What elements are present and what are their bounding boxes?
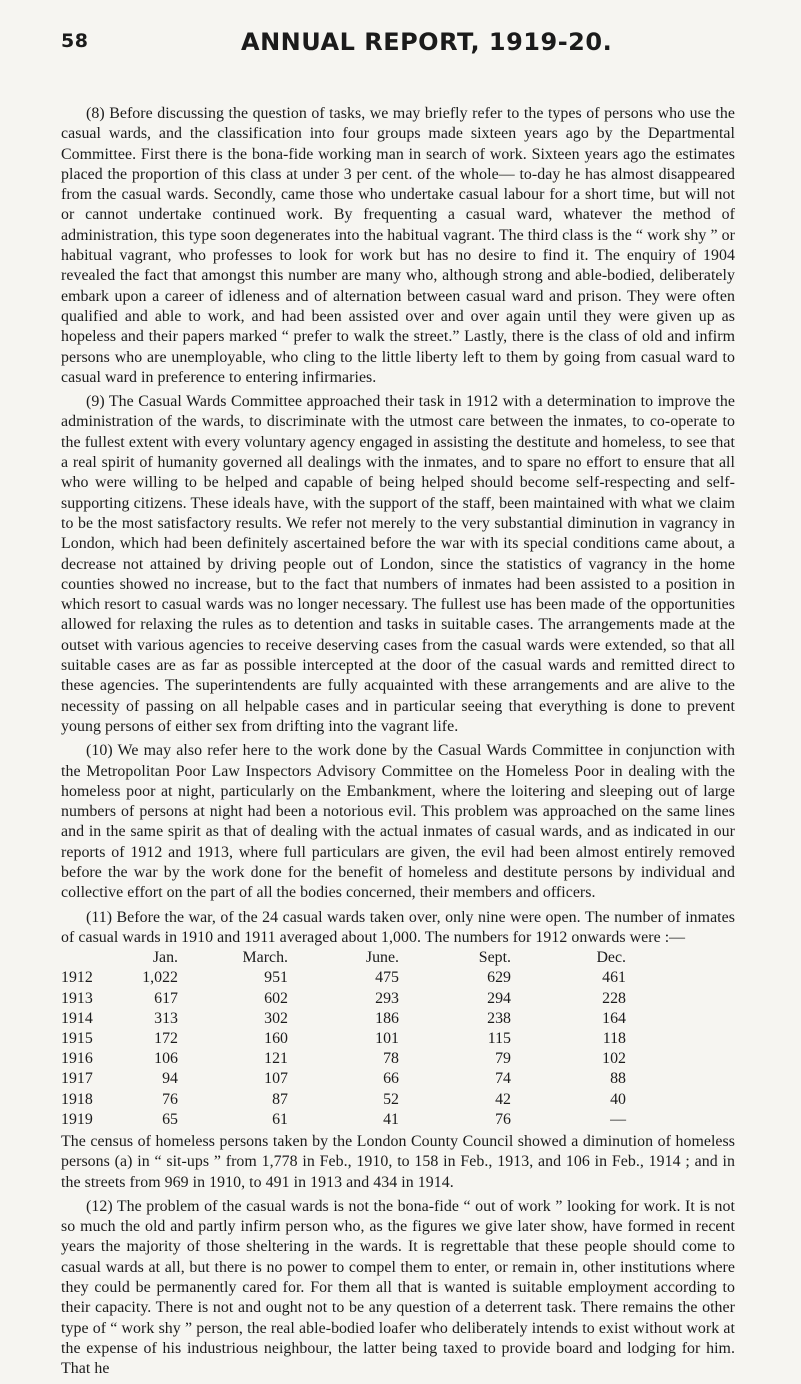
table-cell-value: 293 [375, 989, 399, 1007]
table-cell-value: 87 [272, 1090, 288, 1108]
table-cell-value: 74 [495, 1070, 511, 1088]
paragraph-8: (8) Before discussing the question of tasks, we may briefly refer to the types of persons who use the casual wards, and the classification into four groups made sixteen years ago by the Departmental Committee. First there is the bona-fide working man in search of work. Sixteen years ago the estimates placed the proportion of this class at under 3 per cent. of the whole— to-day he has almost disappeared from the casual wards. Secondly, came those who undertake casual labour for a short time, but will not or cannot undertake continued work. By frequenting a casual ward, whatever the method of administration, this type soon degenerates into the habitual vagrant. The third class is the “ work shy ” or habitual vagrant, who professes to look for work but has no desire to find it. The enquiry of 1904 revealed the fact that amongst this number are many who, although strong and able-bodied, deliberately embark upon a career of idleness and of alternation between casual ward and prison. They were often qualified and able to work, and had been assisted over and over again until they were given up as hopeless and their papers marked “ prefer to walk the street.” Lastly, there is the class of old and infirm persons who are unemployable, who cling to the little liberty left to them by going from casual ward to casual ward in preference to entering infirmaries. [61, 105, 735, 386]
table-cell-value: 617 [154, 989, 178, 1007]
table-cell-value: 94 [162, 1070, 178, 1088]
table-cell-value: 629 [487, 969, 511, 987]
paragraph-9: (9) The Casual Wards Committee approached their task in 1912 with a determination to improve the administration of the wards, to discriminate with the utmost care between the inmates, to co-operate to the fullest extent with every voluntary agency engaged in assisting the destitute and homeless, to see that a real spirit of humanity governed all dealings with the inmates, and to spare no effort to ensure that all who were willing to be helped and capable of being helped should become self-respecting and self-supporting citizens. These ideals have, with the support of the staff, been maintained with what we claim to be the most satisfactory results. We refer not merely to the very substantial diminution in vagrancy in London, which had been definitely ascertained before the war with its special conditions came about, a decrease not attained by driving people out of London, since the statistics of vagrancy in the home counties showed no increase, but to the fact that numbers of inmates had been assisted to a position in which resort to casual wards was no longer necessary. The fullest use has been made of the opportunities allowed for relaxing the rules as to detention and tasks in suitable cases. The arrangements made at the outset with various agencies to receive deserving cases from the casual wards were extended, so that all suitable cases are as far as possible intercepted at the door of the casual wards and remitted direct to these agencies. The superintendents are fully acquainted with these arrangements and are alive to the necessity of passing on all helpable cases and in particular seeing that everything is done to prevent young persons of either sex from drifting into the vagrant life. [61, 393, 735, 735]
table-cell-value: 118 [602, 1029, 626, 1047]
table-cell-year: 1919 [61, 1110, 93, 1128]
table-cell-value: 76 [162, 1090, 178, 1108]
table-body [61, 968, 626, 1130]
table-cell-value: 88 [610, 1070, 626, 1088]
page-number: 58 [61, 30, 89, 52]
table-cell-value: 302 [264, 1009, 288, 1027]
table-row [61, 1029, 626, 1049]
table-cell-value: 164 [602, 1009, 626, 1027]
table-cell-value: 294 [487, 989, 511, 1007]
table-cell-value: 40 [610, 1090, 626, 1108]
table-cell-value: 65 [162, 1110, 178, 1128]
table-cell-value: 160 [264, 1029, 288, 1047]
table-cell-value: 172 [154, 1029, 178, 1047]
table-row [61, 1009, 626, 1029]
table-cell-value: 78 [383, 1050, 399, 1068]
table-row [61, 968, 626, 988]
table-cell-year: 1913 [61, 989, 93, 1007]
table-cell-value: 41 [383, 1110, 399, 1128]
table-cell-value: 76 [495, 1110, 511, 1128]
inmates-table [61, 948, 626, 1130]
table-header-dec: Dec. [596, 949, 626, 967]
table-header-sept: Sept. [478, 949, 511, 967]
table-cell-year: 1912 [61, 969, 93, 987]
table-row [61, 1090, 626, 1110]
table-cell-value: 102 [602, 1050, 626, 1068]
table-header-march: March. [242, 949, 288, 967]
table-cell-value: 228 [602, 989, 626, 1007]
paragraph-11: (11) Before the war, of the 24 casual wards taken over, only nine were open. The number of inmates of casual wards in 1910 and 1911 averaged about 1,000. The numbers for 1912 onwards were :— [61, 908, 735, 946]
table-cell-value: 66 [383, 1070, 399, 1088]
report-page [61, 28, 735, 1384]
table-cell-value: — [610, 1110, 626, 1128]
table-cell-value: 461 [602, 969, 626, 987]
table-row [61, 1110, 626, 1130]
paragraph-10: (10) We may also refer here to the work done by the Casual Wards Committee in conjunction with the Metropolitan Poor Law Inspectors Advisory Committee on the Homeless Poor in dealing with the homeless poor at night, particularly on the Embankment, where the loitering and sleeping out of large numbers of persons at night had been a notorious evil. This problem was approached on the same lines and in the same spirit as that of dealing with the actual inmates of casual wards, and as indicated in our reports of 1912 and 1913, where full particulars are given, the evil had been almost entirely removed before the war by the work done for the benefit of homeless and destitute persons by individual and collective effort on the part of all the bodies concerned, their members and officers. [61, 742, 735, 902]
table-cell-value: 313 [154, 1009, 178, 1027]
table-row [61, 1069, 626, 1089]
table-cell-year: 1918 [61, 1090, 93, 1108]
table-header-row [61, 948, 626, 968]
table-row [61, 1049, 626, 1069]
table-cell-value: 52 [383, 1090, 399, 1108]
table-header-june: June. [365, 949, 399, 967]
census-paragraph: The census of homeless persons taken by the London County Council showed a diminution of homeless persons (a) in “ sit-ups ” from 1,778 in Feb., 1910, to 158 in Feb., 1913, and 106 in Feb., 1914 ; and in the streets from 969 in 1910, to 491 in 1913 and 434 in 1914. [61, 1133, 735, 1191]
table-header-year [61, 948, 116, 968]
table-row [61, 989, 626, 1009]
table-cell-value: 602 [264, 989, 288, 1007]
table-cell-value: 1,022 [142, 969, 178, 987]
table-cell-value: 42 [495, 1090, 511, 1108]
paragraph-12: (12) The problem of the casual wards is not the bona-fide “ out of work ” looking for work. It is not so much the old and partly infirm person who, as the figures we give later show, have formed in recent years the majority of those sheltering in the wards. It is regrettable that these people should come to casual wards at all, but there is no power to compel them to enter, or remain in, other institutions where they could be permanently cared for. For them all that is wanted is suitable employment according to their capacity. There is not and ought not to be any question of a deterrent task. There remains the other type of “ work shy ” person, the real able-bodied loafer who deliberately intends to exist without work at the expense of his industrious neighbour, the latter being taxed to provide board and lodging for him. That he [61, 1197, 735, 1378]
running-title: ANNUAL REPORT, 1919-20. [241, 28, 613, 56]
table-cell-value: 115 [487, 1029, 511, 1047]
table-cell-value: 101 [375, 1029, 399, 1047]
page-header [61, 28, 735, 68]
table-cell-year: 1914 [61, 1009, 93, 1027]
table-cell-value: 951 [264, 969, 288, 987]
table-cell-value: 475 [375, 969, 399, 987]
table-cell-value: 238 [487, 1009, 511, 1027]
table-cell-value: 186 [375, 1009, 399, 1027]
table-cell-value: 107 [264, 1070, 288, 1088]
table-cell-year: 1915 [61, 1029, 93, 1047]
table-cell-value: 121 [264, 1050, 288, 1068]
table-cell-year: 1917 [61, 1070, 93, 1088]
table-cell-value: 106 [154, 1050, 178, 1068]
table-cell-value: 61 [272, 1110, 288, 1128]
table-header-jan: Jan. [152, 949, 178, 967]
table-cell-value: 79 [495, 1050, 511, 1068]
table-cell-year: 1916 [61, 1050, 93, 1068]
